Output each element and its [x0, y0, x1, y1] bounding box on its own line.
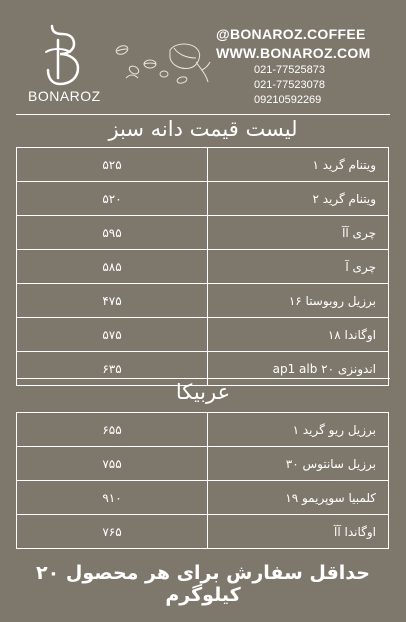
product-name-cell: کلمبیا سوپریمو ۱۹ [208, 481, 389, 515]
table-row [17, 447, 389, 481]
divider [16, 114, 390, 115]
product-name-cell: ویتنام گرید ۲ [208, 182, 389, 216]
product-name-cell: برزیل سانتوس ۳۰ [208, 447, 389, 481]
phone-2: 021-77523078 [254, 79, 325, 91]
table-row [17, 148, 389, 182]
price-cell: ۵۸۵ [17, 250, 208, 284]
arabica-price-table [16, 412, 389, 549]
phone-1: 021-77525873 [254, 64, 325, 76]
contact-block [216, 26, 371, 106]
website: WWW.BONAROZ.COM [216, 45, 371, 61]
table-row [17, 250, 389, 284]
price-cell: ۵۲۰ [17, 182, 208, 216]
product-name-cell: چری آآ [208, 216, 389, 250]
price-cell: ۵۲۵ [17, 148, 208, 182]
price-cell: ۴۷۵ [17, 284, 208, 318]
social-handle: @BONAROZ.COFFEE [216, 26, 366, 42]
price-cell: ۵۷۵ [17, 318, 208, 352]
brand-mark-icon [44, 22, 86, 88]
table-row [17, 318, 389, 352]
table-row [17, 182, 389, 216]
table-row [17, 515, 389, 549]
green-price-table [16, 147, 389, 386]
phone-3: 09210592269 [254, 94, 322, 106]
product-name-cell: چری آ [208, 250, 389, 284]
table-row [17, 481, 389, 515]
product-name-cell: اندونزی ۲۰ ap1 alb [208, 352, 389, 386]
minimum-order-note: حداقل سفارش برای هر محصول ۲۰ کیلوگرم [36, 562, 370, 606]
product-name-cell: برزیل روبوستا ۱۶ [208, 284, 389, 318]
product-name-cell: ویتنام گرید ۱ [208, 148, 389, 182]
price-cell: ۷۶۵ [17, 515, 208, 549]
arabica-section-title: عربیکا [175, 380, 231, 404]
brand-logo [22, 22, 102, 107]
price-cell: ۷۵۵ [17, 447, 208, 481]
green-section-title: لیست قیمت دانه سبز [108, 117, 298, 141]
price-cell: ۹۱۰ [17, 481, 208, 515]
coffee-beans-icon [112, 40, 212, 88]
price-cell: ۵۹۵ [17, 216, 208, 250]
table-row [17, 216, 389, 250]
product-name-cell: اوگاندا ۱۸ [208, 318, 389, 352]
price-cell: ۶۵۵ [17, 413, 208, 447]
price-cell: ۶۳۵ [17, 352, 208, 386]
product-name-cell: برزیل ریو گرید ۱ [208, 413, 389, 447]
product-name-cell: اوگاندا آآ [208, 515, 389, 549]
divider [16, 378, 390, 379]
table-row [17, 413, 389, 447]
brand-name: BONAROZ [28, 88, 101, 104]
table-row [17, 284, 389, 318]
